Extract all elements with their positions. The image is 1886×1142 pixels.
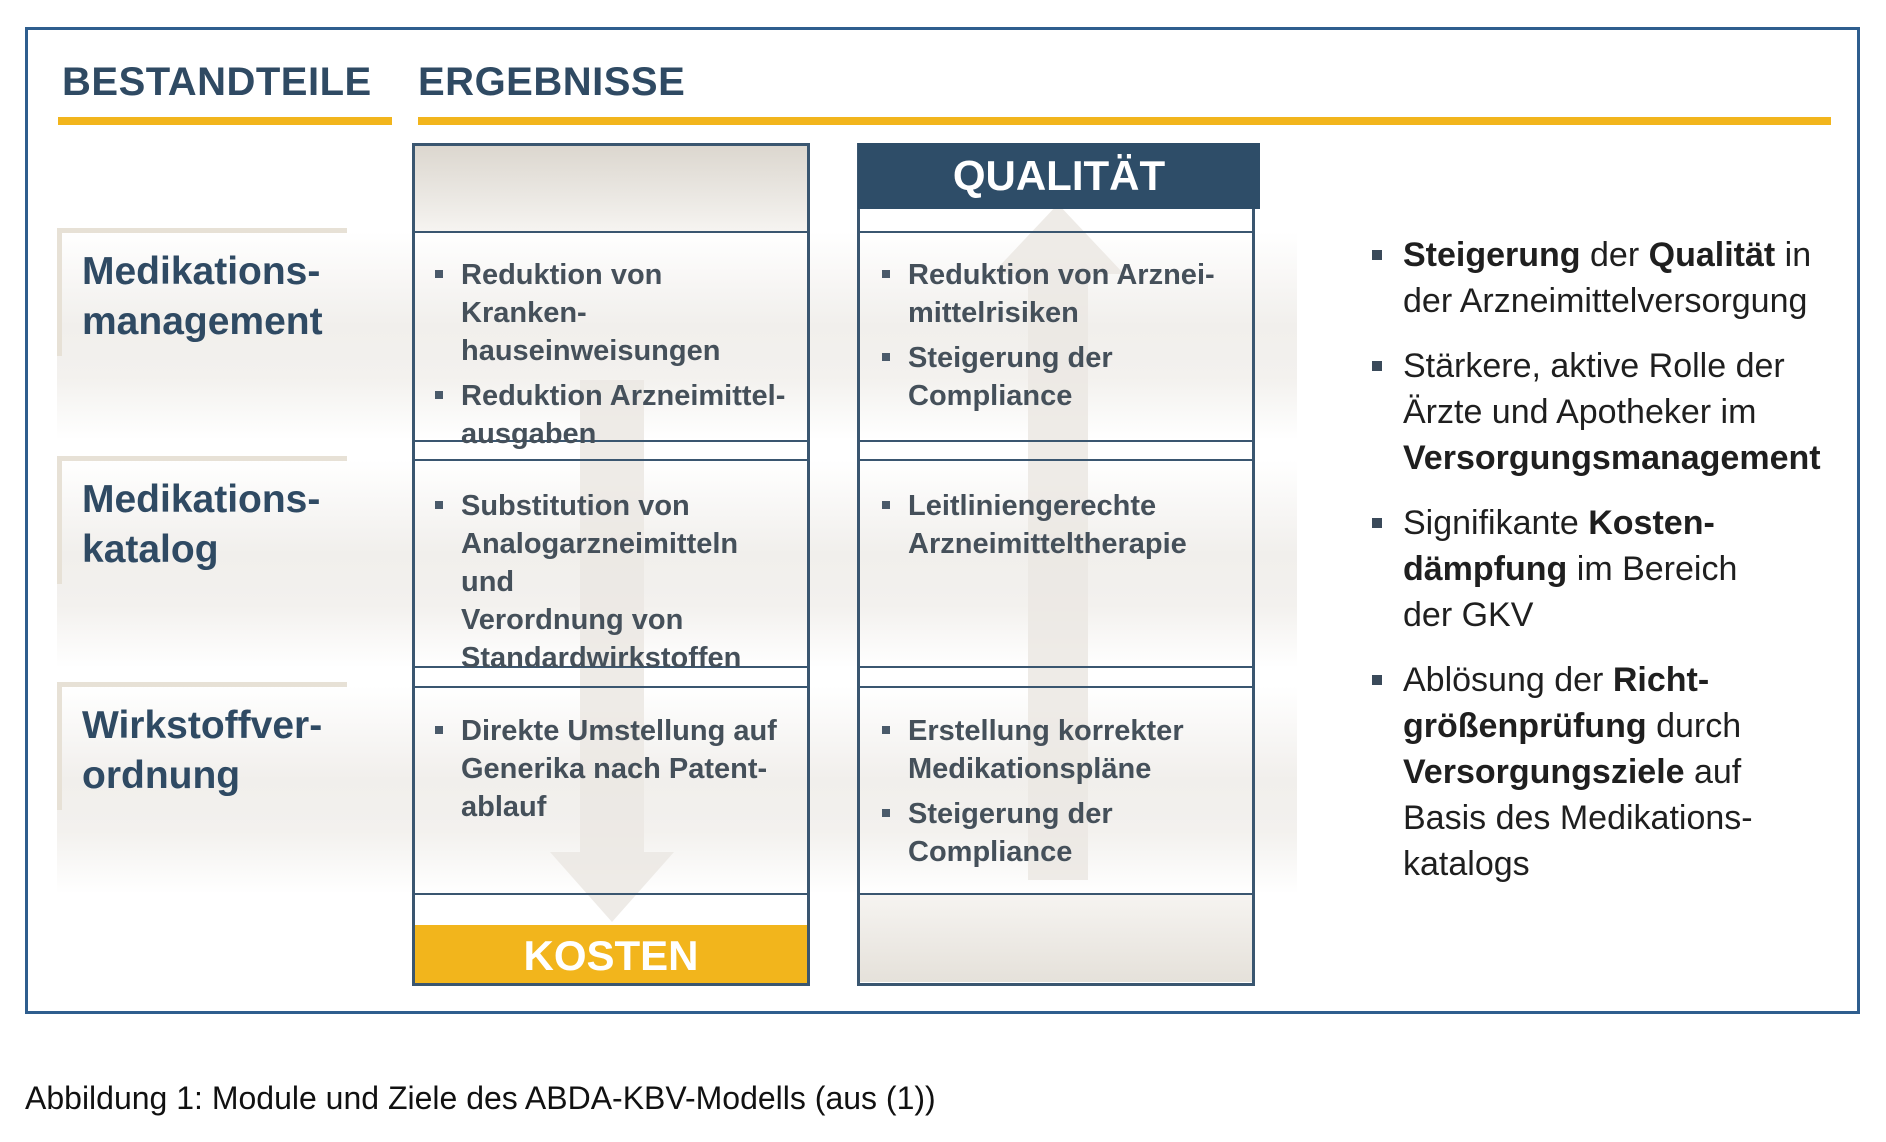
cell-bullet-item: Steigerung der Compliance [880, 339, 1240, 415]
quality-divider [860, 231, 1252, 233]
costs-divider [415, 686, 807, 688]
costs-cell-2 [433, 487, 793, 684]
quality-cell-2 [880, 487, 1240, 570]
goal-item: Signifikante Kosten- dämpfung im Bereich der GKV [1370, 500, 1850, 638]
cell-bullet-item: Leitliniengerechte Arzneimitteltherapie [880, 487, 1240, 563]
costs-cell-1 [433, 256, 793, 460]
module-label-line2: katalog [82, 528, 219, 571]
figure-caption: Abbildung 1: Module und Ziele des ABDA-KBV-Modells (aus (1)) [25, 1080, 936, 1116]
cell-bullet-item: Direkte Umstellung auf Generika nach Patent- ablauf [433, 712, 793, 826]
cell-bullet-item: Steigerung der Compliance [880, 795, 1240, 871]
costs-cell-3 [433, 712, 793, 833]
module-label-line2: ordnung [82, 754, 241, 797]
header-components: BESTANDTEILE [62, 60, 372, 104]
module-label-line2: management [82, 300, 323, 343]
header-results: ERGEBNISSE [418, 60, 686, 104]
costs-divider [415, 893, 807, 895]
goal-item: Ablösung der Richt- größenprüfung durch Versorgungsziele auf Basis des Medikations- katalogs [1370, 657, 1850, 887]
cell-bullet-item: Reduktion Arzneimittel- ausgaben [433, 377, 793, 453]
goals-list [1370, 232, 1850, 906]
quality-label: QUALITÄT [858, 143, 1260, 209]
goal-item: Steigerung der Qualität in der Arzneimittelversorgung [1370, 232, 1850, 324]
cell-bullet-item: Erstellung korrekter Medikationspläne [880, 712, 1240, 788]
module-label-line1: Medikations- [82, 478, 321, 521]
quality-divider [860, 440, 1252, 442]
cell-bullet-item: Reduktion von Arznei- mittelrisiken [880, 256, 1240, 332]
goal-item: Stärkere, aktive Rolle der Ärzte und Apotheker im Versorgungsmanagement [1370, 343, 1850, 481]
quality-cell-1 [880, 256, 1240, 422]
quality-divider [860, 459, 1252, 461]
module-label-line1: Medikations- [82, 250, 321, 293]
quality-cell-3 [880, 712, 1240, 878]
quality-divider [860, 686, 1252, 688]
costs-label: KOSTEN [415, 925, 807, 983]
cell-bullet-item: Reduktion von Kranken- hauseinweisungen [433, 256, 793, 370]
module-label-line1: Wirkstoffver- [82, 704, 323, 747]
costs-divider [415, 231, 807, 233]
quality-divider [860, 666, 1252, 668]
quality-divider [860, 893, 1252, 895]
cell-bullet-item: Substitution von Analogarzneimitteln und Verordnung von Standardwirkstoffen [433, 487, 793, 677]
